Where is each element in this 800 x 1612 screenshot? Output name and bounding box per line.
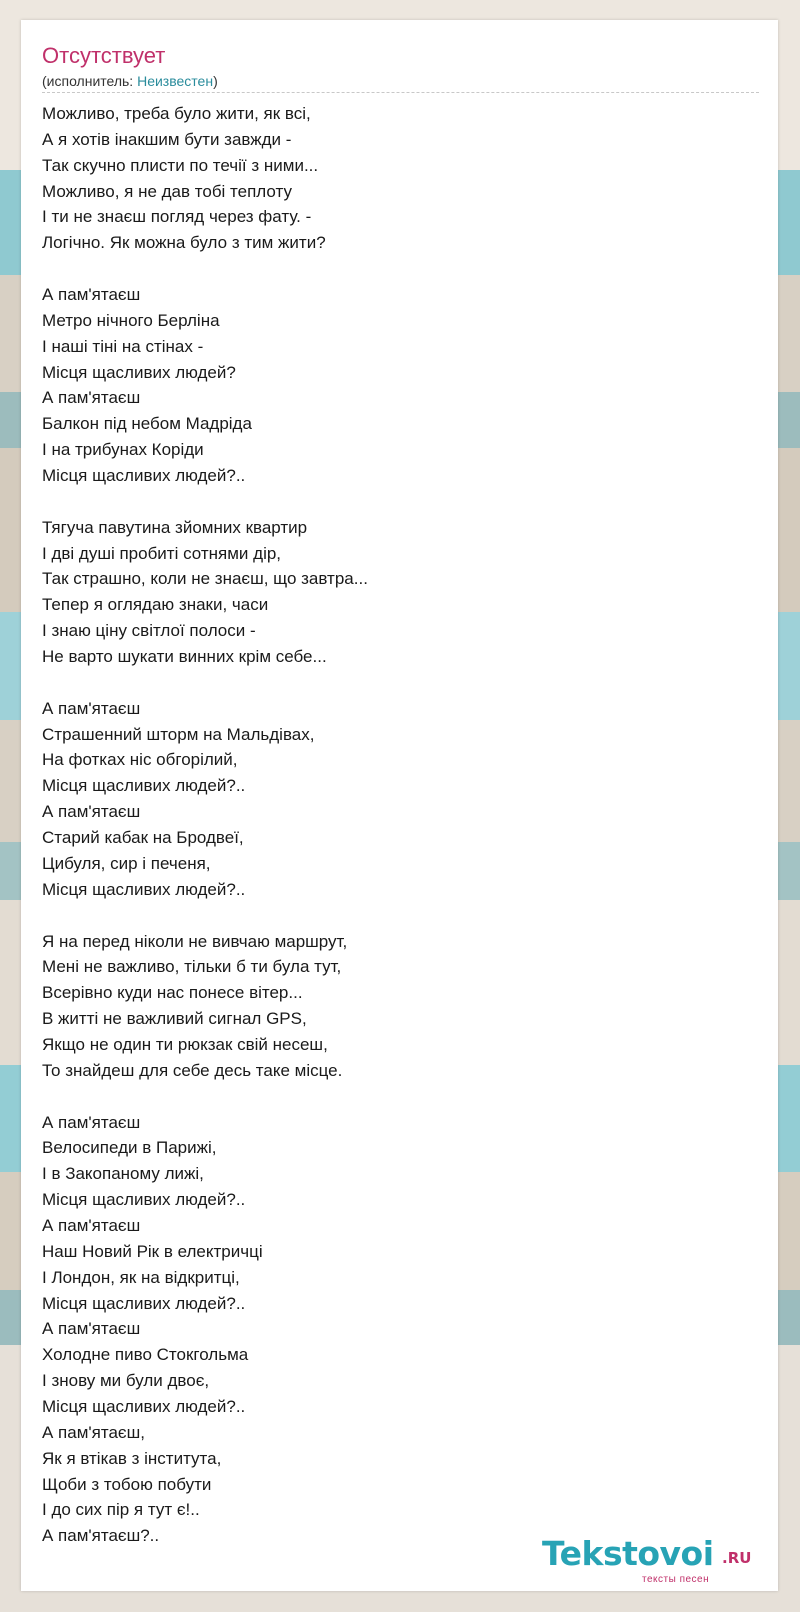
lyric-line: Місця щасливих людей?.. [42,1293,246,1313]
lyric-line: Наш Новий Рік в електричці [42,1241,263,1261]
lyric-line: Місця щасливих людей?.. [42,1396,246,1416]
lyric-line: Можливо, я не дав тобі теплоту [42,181,292,201]
lyric-line: Місця щасливих людей?.. [42,879,246,899]
lyric-line: А пам'ятаєш [42,1319,141,1339]
lyric-line: І знаю ціну світлої полоси - [42,621,256,641]
lyric-line: А пам'ятаєш [42,1112,141,1132]
lyric-line: В житті не важливий сигнал GPS, [42,1009,307,1029]
lyric-line: Не варто шукати винних крім себе... [42,647,327,667]
lyrics-text [42,101,762,1549]
lyric-line: І Лондон, як на відкритці, [42,1267,240,1287]
lyric-blank-line [42,670,762,696]
lyric-blank-line [42,489,762,515]
lyric-line: Щоби з тобою побути [42,1474,212,1494]
lyric-line: І дві душі пробиті сотнями дір, [42,543,282,563]
lyric-line: Велосипеди в Парижі, [42,1138,217,1158]
lyric-line: Місця щасливих людей?.. [42,1190,246,1210]
lyric-line: Я на перед ніколи не вивчаю маршрут, [42,931,348,951]
lyric-line: Балкон під небом Мадріда [42,414,252,434]
lyrics-card [21,20,778,1591]
lyric-line: А пам'ятаєш [42,285,141,305]
lyric-line: А пам'ятаєш [42,1215,141,1235]
artist-link[interactable]: Неизвестен [137,73,214,89]
lyric-line: Так страшно, коли не знаєш, що завтра... [42,569,368,589]
lyric-line: Так скучно плисти по течії з ними... [42,155,319,175]
lyric-line: А пам'ятаєш [42,388,141,408]
lyric-line: І наші тіні на стінах - [42,336,204,356]
title-divider [42,92,759,93]
artist-prefix: (исполнитель: [42,73,138,89]
lyric-line: Місця щасливих людей?.. [42,466,246,486]
logo-tagline: тексты песен [642,1574,710,1585]
artist-suffix: ) [213,73,218,89]
lyric-line: А пам'ятаєш?.. [42,1526,160,1546]
lyric-line: Страшенний шторм на Мальдівах, [42,724,315,744]
lyric-line: І знову ми були двоє, [42,1371,210,1391]
lyric-line: Як я втікав з інститута, [42,1448,222,1468]
song-title: Отсутствует [42,43,166,68]
lyric-line: А я хотів інакшим бути завжди - [42,129,292,149]
lyric-line: Якщо не один ти рюкзак свій несеш, [42,1034,328,1054]
lyric-line: І на трибунах Коріди [42,440,204,460]
lyric-line: І ти не знаєш погляд через фату. - [42,207,312,227]
lyric-line: Місця щасливих людей?.. [42,776,246,796]
logo-tld: .RU [722,1549,752,1567]
lyric-line: І до сих пір я тут є!.. [42,1500,200,1520]
lyric-line: Тепер я оглядаю знаки, часи [42,595,269,615]
lyric-line: Старий кабак на Бродвеї, [42,828,244,848]
lyric-line: Всерівно куди нас понесе вітер... [42,983,303,1003]
artist-line [42,72,218,90]
lyric-line: Метро нічного Берліна [42,310,220,330]
lyric-line: Можливо, треба було жити, як всі, [42,104,311,123]
lyric-line: Логічно. Як можна було з тим жити? [42,233,326,253]
logo-wordmark: Tekstovoi [542,1534,714,1573]
lyric-line: Місця щасливих людей? [42,362,236,382]
site-logo[interactable] [542,1534,772,1588]
lyric-line: Холодне пиво Стокгольма [42,1345,249,1365]
lyric-line: Цибуля, сир і печеня, [42,853,211,873]
lyric-line: І в Закопаному лижі, [42,1164,204,1184]
lyric-line: А пам'ятаєш [42,698,141,718]
lyric-line: То знайдеш для себе десь таке місце. [42,1060,343,1080]
lyric-blank-line [42,1084,762,1110]
lyric-line: А пам'ятаєш, [42,1422,145,1442]
lyric-blank-line [42,903,762,929]
lyric-line: На фотках ніс обгорілий, [42,750,238,770]
lyric-blank-line [42,256,762,282]
lyric-line: Мені не важливо, тільки б ти була тут, [42,957,342,977]
lyric-line: Тягуча павутина зйомних квартир [42,517,308,537]
lyric-line: А пам'ятаєш [42,802,141,822]
